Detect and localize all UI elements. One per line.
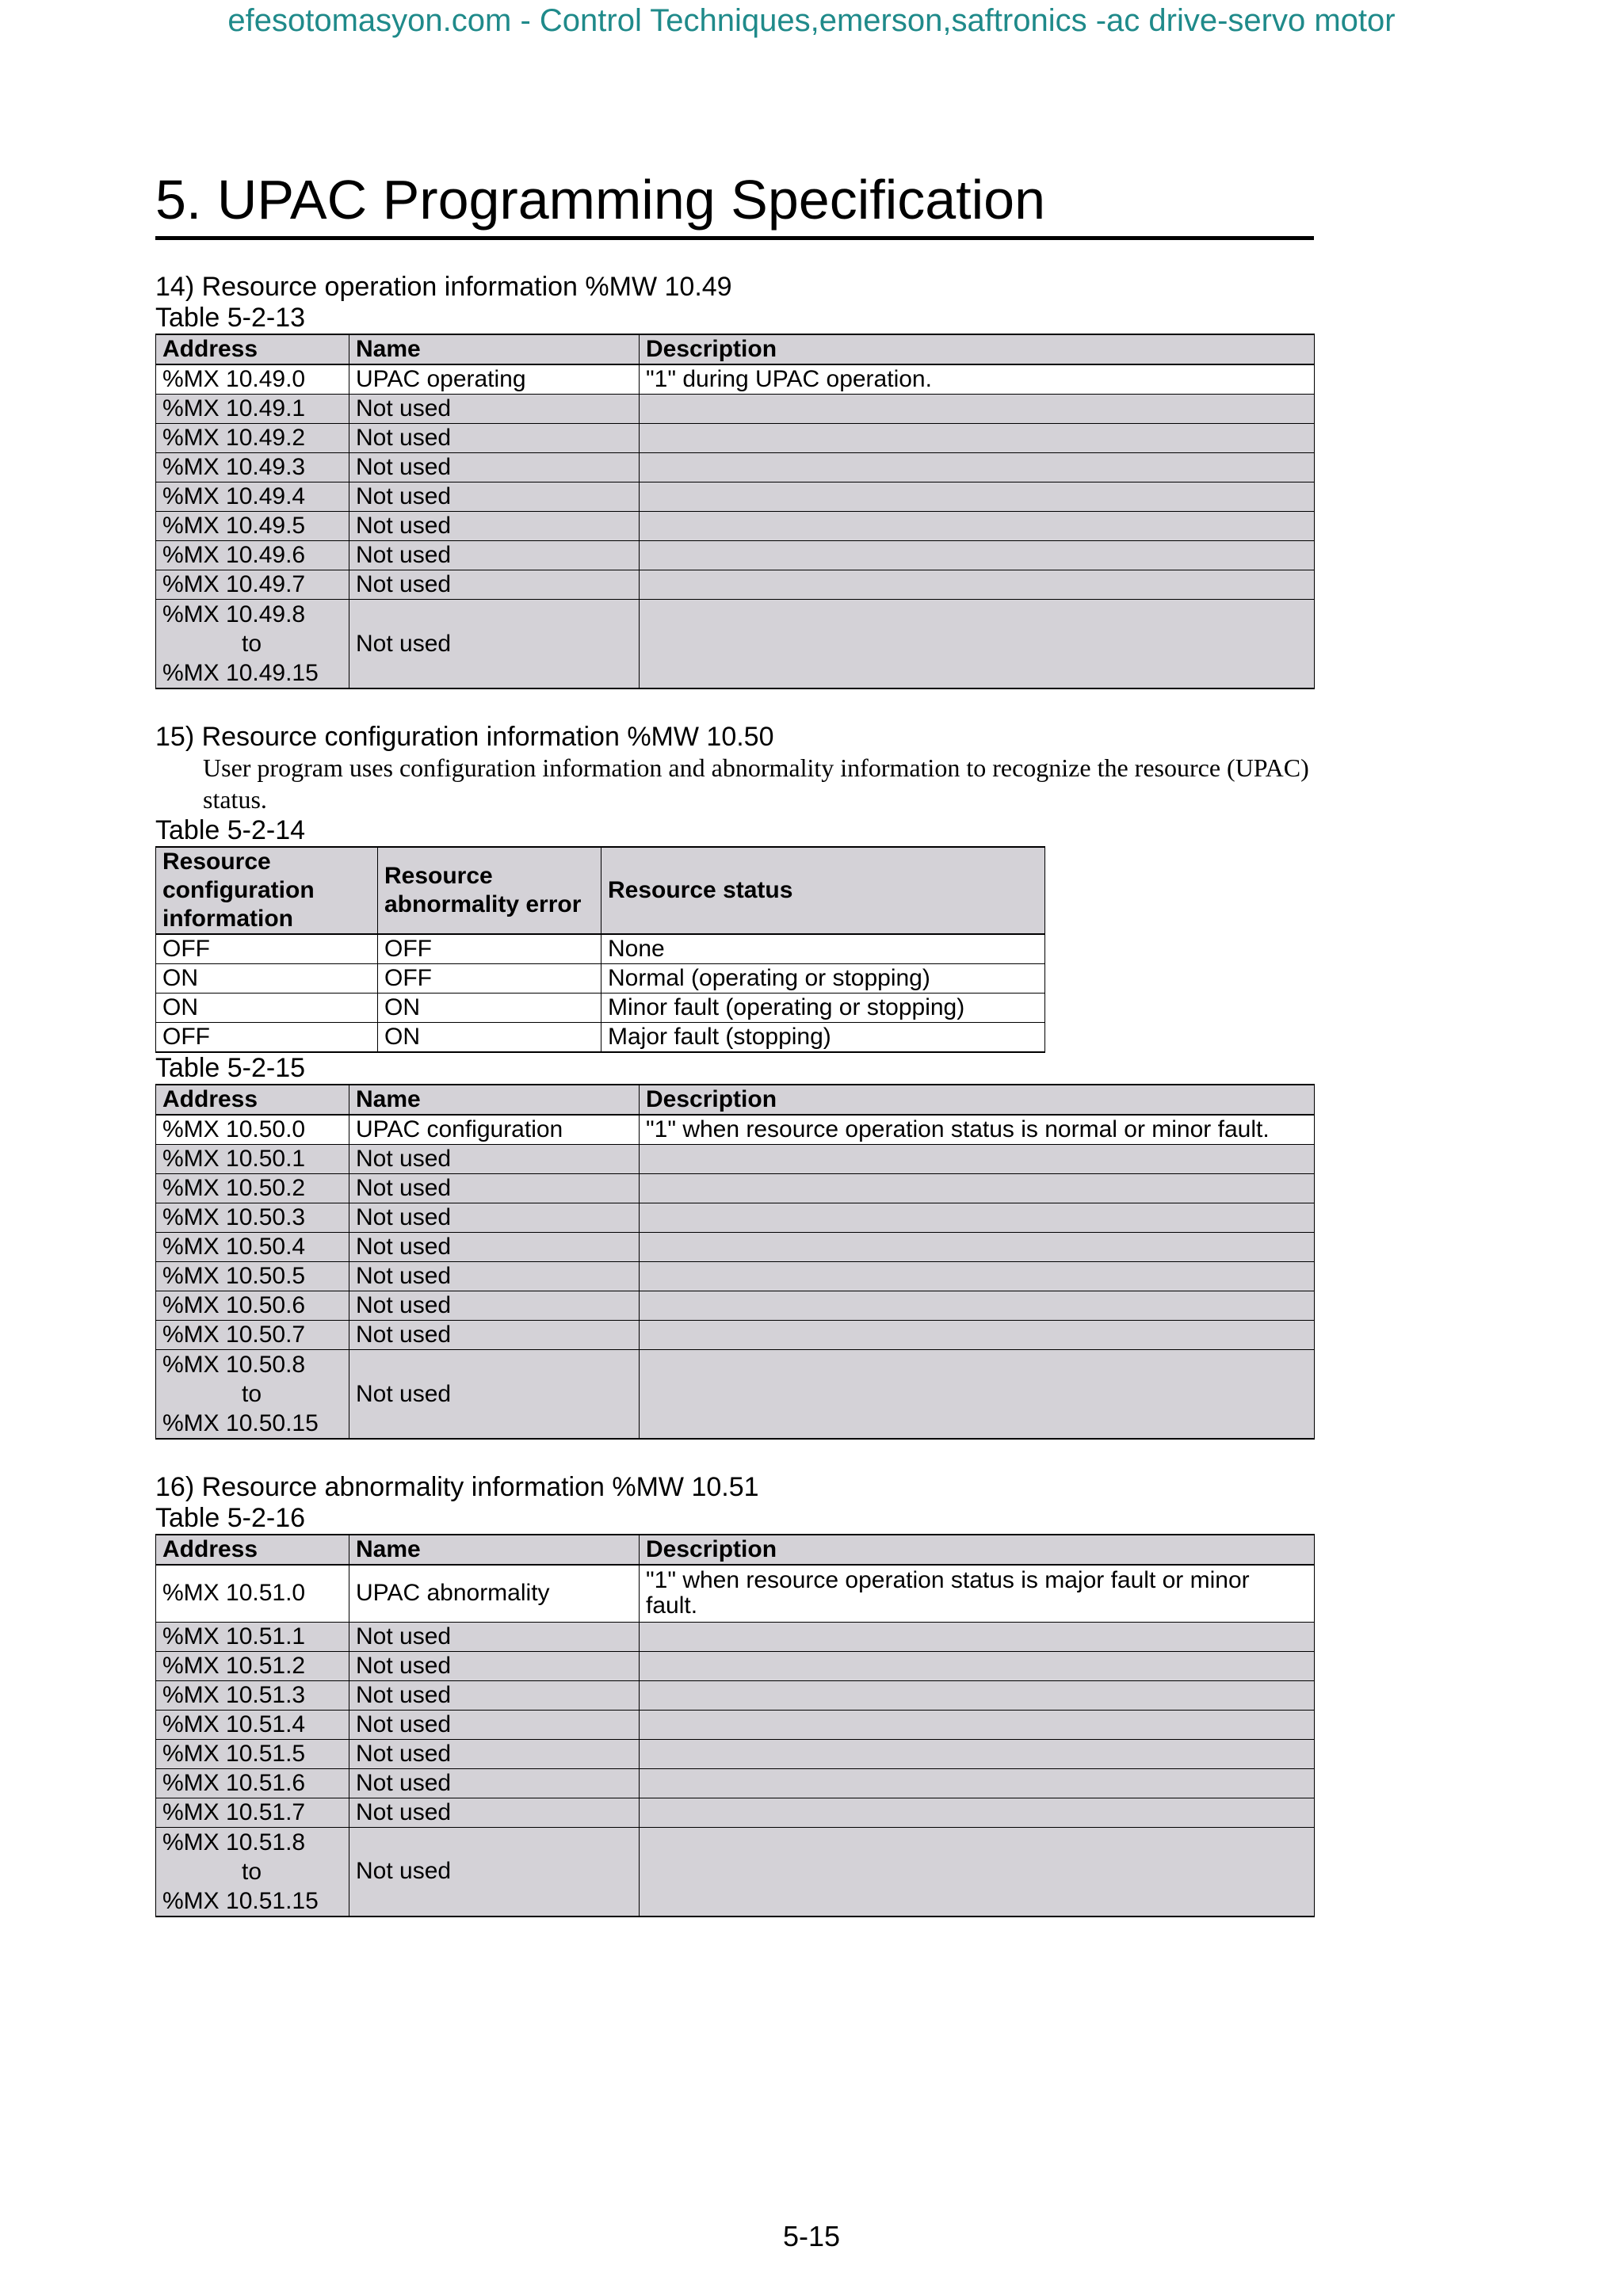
description-cell: "1" when resource operation status is major fault or minor fault. [640, 1565, 1315, 1622]
table-row [156, 1145, 1315, 1174]
table-row-range [156, 1350, 1315, 1440]
table-5-2-16-caption: Table 5-2-16 [155, 1503, 306, 1533]
description-cell [640, 1798, 1315, 1827]
table-row [156, 570, 1315, 600]
name-cell: Not used [349, 1203, 640, 1233]
table-5-2-15 [155, 1084, 1315, 1440]
table-row [156, 1291, 1315, 1321]
name-cell: Not used [349, 512, 640, 541]
name-cell: Not used [349, 1798, 640, 1827]
table-5-2-14-caption: Table 5-2-14 [155, 815, 306, 845]
status-cell: None [601, 934, 1045, 964]
page-number: 5-15 [782, 2220, 841, 2252]
name-cell: Not used [349, 1622, 640, 1651]
description-cell [640, 1827, 1315, 1917]
range-end: %MX 10.50.15 [162, 1410, 319, 1436]
table-row [156, 934, 1045, 964]
address-cell: %MX 10.50.7 [156, 1321, 349, 1350]
table-row [156, 1565, 1315, 1622]
address-cell: %MX 10.49.0 [156, 364, 349, 395]
config-cell: ON [156, 964, 378, 994]
name-cell: Not used [349, 1321, 640, 1350]
table-row [156, 994, 1045, 1023]
name-cell: Not used [349, 1145, 640, 1174]
description-cell [640, 541, 1315, 570]
error-cell: OFF [378, 964, 601, 994]
table-row-range [156, 1827, 1315, 1917]
address-cell: %MX 10.51.5 [156, 1739, 349, 1768]
description-cell [640, 395, 1315, 424]
description-cell [640, 1262, 1315, 1291]
address-cell: %MX 10.50.1 [156, 1145, 349, 1174]
description-cell [640, 1145, 1315, 1174]
table-row [156, 1651, 1315, 1680]
table-5-2-13 [155, 334, 1315, 689]
name-cell: UPAC configuration [349, 1115, 640, 1145]
section-16-heading: 16) Resource abnormality information %MW 10.51 [155, 1472, 759, 1502]
range-start: %MX 10.50.8 [162, 1352, 306, 1378]
chapter-title: 5. UPAC Programming Specification [155, 168, 1314, 240]
col-header-address: Address [156, 334, 349, 364]
range-start: %MX 10.49.8 [162, 601, 306, 627]
description-cell [640, 424, 1315, 453]
address-cell: %MX 10.51.6 [156, 1768, 349, 1798]
range-end: %MX 10.49.15 [162, 660, 319, 686]
table-row [156, 1233, 1315, 1262]
name-cell: Not used [349, 1739, 640, 1768]
address-cell: %MX 10.49.5 [156, 512, 349, 541]
col-header-description: Description [640, 1085, 1315, 1115]
site-watermark: efesotomasyon.com - Control Techniques,emerson,saftronics -ac drive-servo motor [227, 3, 1396, 38]
address-cell: %MX 10.51.1 [156, 1622, 349, 1651]
description-cell [640, 453, 1315, 482]
table-row [156, 964, 1045, 994]
description-cell [640, 1739, 1315, 1768]
name-cell: Not used [349, 1174, 640, 1203]
address-cell: %MX 10.51.2 [156, 1651, 349, 1680]
error-cell: ON [378, 994, 601, 1023]
address-cell: %MX 10.50.3 [156, 1203, 349, 1233]
name-cell: Not used [349, 570, 640, 600]
table-row [156, 1174, 1315, 1203]
name-cell: Not used [349, 1291, 640, 1321]
description-cell [640, 1350, 1315, 1440]
description-cell [640, 570, 1315, 600]
name-cell: UPAC operating [349, 364, 640, 395]
description-cell [640, 1680, 1315, 1710]
address-cell: %MX 10.50.2 [156, 1174, 349, 1203]
col-header-name: Name [349, 334, 640, 364]
table-row [156, 395, 1315, 424]
description-cell [640, 600, 1315, 689]
name-cell: Not used [349, 1710, 640, 1739]
description-cell [640, 1291, 1315, 1321]
range-to-word: to [242, 1858, 262, 1885]
table-row [156, 541, 1315, 570]
table-row-range [156, 600, 1315, 689]
address-range-cell [156, 1827, 349, 1917]
table-row [156, 1739, 1315, 1768]
address-cell: %MX 10.50.4 [156, 1233, 349, 1262]
address-cell: %MX 10.49.2 [156, 424, 349, 453]
address-cell: %MX 10.50.5 [156, 1262, 349, 1291]
table-row [156, 364, 1315, 395]
config-cell: OFF [156, 1023, 378, 1053]
address-cell: %MX 10.49.1 [156, 395, 349, 424]
address-cell: %MX 10.51.3 [156, 1680, 349, 1710]
col-header-resource-status: Resource status [601, 847, 1045, 934]
status-cell: Minor fault (operating or stopping) [601, 994, 1045, 1023]
name-cell: UPAC abnormality [349, 1565, 640, 1622]
range-to-word: to [242, 631, 262, 657]
description-cell: "1" when resource operation status is normal or minor fault. [640, 1115, 1315, 1145]
status-cell: Normal (operating or stopping) [601, 964, 1045, 994]
name-cell: Not used [349, 600, 640, 689]
col-header-name: Name [349, 1535, 640, 1565]
table-row [156, 1115, 1315, 1145]
table-row [156, 1262, 1315, 1291]
col-header-address: Address [156, 1085, 349, 1115]
description-cell [640, 512, 1315, 541]
col-header-description: Description [640, 334, 1315, 364]
config-cell: OFF [156, 934, 378, 964]
description-cell [640, 1233, 1315, 1262]
name-cell: Not used [349, 1768, 640, 1798]
section-15-heading: 15) Resource configuration information %MW 10.50 [155, 722, 774, 752]
description-cell [640, 1174, 1315, 1203]
address-range-cell [156, 600, 349, 689]
col-header-name: Name [349, 1085, 640, 1115]
status-cell: Major fault (stopping) [601, 1023, 1045, 1053]
error-cell: ON [378, 1023, 601, 1053]
name-cell: Not used [349, 1350, 640, 1440]
col-header-address: Address [156, 1535, 349, 1565]
table-row [156, 1768, 1315, 1798]
col-header-resource-abnormality: Resource abnormality error [378, 847, 601, 934]
config-cell: ON [156, 994, 378, 1023]
table-row [156, 1023, 1045, 1053]
range-to-word: to [242, 1381, 262, 1407]
name-cell: Not used [349, 1680, 640, 1710]
name-cell: Not used [349, 1827, 640, 1917]
col-header-resource-configuration: Resource configuration information [156, 847, 378, 934]
address-cell: %MX 10.49.3 [156, 453, 349, 482]
table-row [156, 424, 1315, 453]
table-5-2-13-caption: Table 5-2-13 [155, 303, 306, 333]
table-5-2-14 [155, 846, 1045, 1053]
address-range-cell [156, 1350, 349, 1440]
name-cell: Not used [349, 541, 640, 570]
address-cell: %MX 10.49.7 [156, 570, 349, 600]
description-cell [640, 1651, 1315, 1680]
table-row [156, 1622, 1315, 1651]
description-cell [640, 1622, 1315, 1651]
table-row [156, 1798, 1315, 1827]
address-cell: %MX 10.51.0 [156, 1565, 349, 1622]
name-cell: Not used [349, 1651, 640, 1680]
address-cell: %MX 10.49.6 [156, 541, 349, 570]
address-cell: %MX 10.51.4 [156, 1710, 349, 1739]
range-end: %MX 10.51.15 [162, 1887, 319, 1914]
address-cell: %MX 10.49.4 [156, 482, 349, 512]
table-row [156, 1203, 1315, 1233]
address-cell: %MX 10.50.6 [156, 1291, 349, 1321]
description-cell [640, 1710, 1315, 1739]
name-cell: Not used [349, 453, 640, 482]
table-row [156, 512, 1315, 541]
description-cell [640, 1768, 1315, 1798]
description-cell [640, 1321, 1315, 1350]
description-cell [640, 482, 1315, 512]
error-cell: OFF [378, 934, 601, 964]
address-cell: %MX 10.51.7 [156, 1798, 349, 1827]
description-cell: "1" during UPAC operation. [640, 364, 1315, 395]
name-cell: Not used [349, 424, 640, 453]
table-row [156, 453, 1315, 482]
table-row [156, 482, 1315, 512]
address-cell: %MX 10.50.0 [156, 1115, 349, 1145]
table-row [156, 1710, 1315, 1739]
name-cell: Not used [349, 1233, 640, 1262]
name-cell: Not used [349, 1262, 640, 1291]
name-cell: Not used [349, 395, 640, 424]
col-header-description: Description [640, 1535, 1315, 1565]
section-15-description: User program uses configuration information and abnormality information to recognize the resource (UPAC) status. [203, 753, 1309, 814]
section-14-heading: 14) Resource operation information %MW 10.49 [155, 272, 732, 302]
table-row [156, 1321, 1315, 1350]
name-cell: Not used [349, 482, 640, 512]
table-row [156, 1680, 1315, 1710]
table-5-2-15-caption: Table 5-2-15 [155, 1053, 306, 1083]
description-cell [640, 1203, 1315, 1233]
table-5-2-16 [155, 1534, 1315, 1917]
range-start: %MX 10.51.8 [162, 1829, 306, 1855]
